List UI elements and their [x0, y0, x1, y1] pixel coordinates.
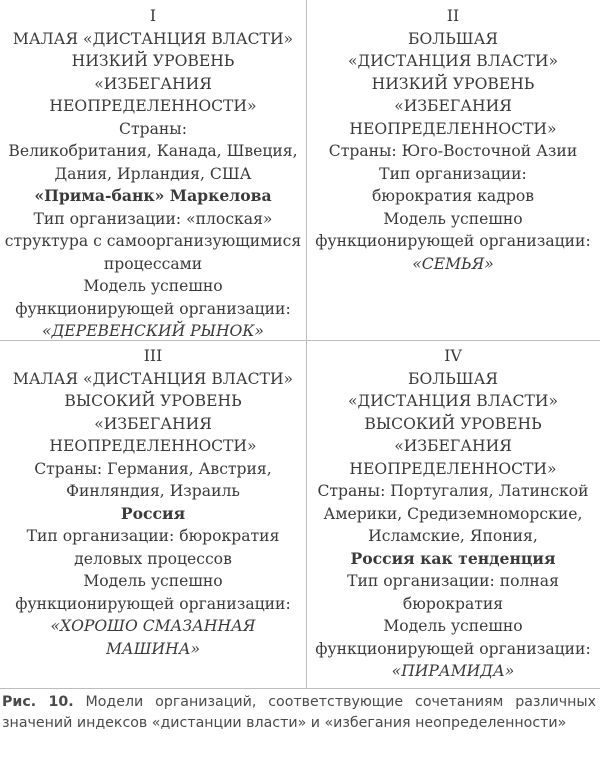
quadrant-text-line: Дания, Ирландия, США	[54, 164, 252, 183]
quadrant-text-line: «ХОРОШО СМАЗАННАЯ	[50, 617, 256, 635]
quadrant-text-line: Россия	[120, 503, 186, 523]
figure-label: Рис. 10.	[2, 694, 74, 710]
quadrant-text-line: функционирующей организации:	[315, 232, 591, 250]
quadrant-text-line: Тип организации: полная	[347, 572, 559, 590]
quadrant-number: IV	[444, 347, 462, 365]
table-bottom-border	[0, 688, 600, 689]
quadrant-text-line: Модель успешно	[383, 209, 523, 228]
quadrant-text-line: Великобритания, Канада, Швеция,	[8, 142, 298, 160]
quadrant-text-line: НЕОПРЕДЕЛЕННОСТИ»	[349, 119, 557, 138]
quadrant-text-line: «ИЗБЕГАНИЯ	[394, 97, 512, 115]
quadrant-number: II	[446, 7, 460, 25]
quadrant-text-line: Финляндия, Израиль	[66, 482, 240, 500]
quadrant-text-line: бюрократия	[402, 594, 504, 613]
quadrant-text-line: НЕОПРЕДЕЛЕННОСТИ»	[49, 97, 257, 115]
quadrant-text-line: функционирующей организации:	[15, 299, 291, 318]
quadrant-text-line: «ДИСТАНЦИЯ ВЛАСТИ»	[347, 392, 559, 410]
figure-caption	[2, 692, 596, 734]
quadrant-text-line: НЕОПРЕДЕЛЕННОСТИ»	[49, 437, 257, 455]
quadrant-text-line: Исламские, Япония,	[368, 527, 538, 545]
quadrant-text-line: Модель успешно	[383, 617, 523, 635]
quadrant-text-line: Страны:	[119, 119, 187, 138]
quadrant-text-line: функционирующей организации:	[15, 594, 291, 613]
quadrant-text-line: МАЛАЯ «ДИСТАНЦИЯ ВЛАСТИ»	[12, 29, 294, 48]
quadrant-text-line: Страны: Португалия, Латинской	[317, 482, 589, 500]
quadrant-text-line: НЕОПРЕДЕЛЕННОСТИ»	[349, 459, 557, 478]
quadrant-text-line: «ПИРАМИДА»	[391, 662, 515, 680]
quadrant-4	[306, 345, 600, 683]
quadrant-text-line: Модель успешно	[83, 572, 223, 590]
quadrant-text-line: бюрократия кадров	[372, 187, 534, 205]
quadrant-text-line: Америки, Средиземноморские,	[323, 504, 583, 523]
quadrant-text-line: функционирующей организации:	[315, 639, 591, 658]
quadrant-text-line: «ИЗБЕГАНИЯ	[94, 414, 212, 433]
vertical-divider	[306, 0, 307, 688]
quadrant-text-line: МАЛАЯ «ДИСТАНЦИЯ ВЛАСТИ»	[12, 369, 294, 388]
quadrant-text-line: Модель успешно	[83, 277, 223, 295]
quadrant-text-line: «СЕМЬЯ»	[412, 254, 494, 273]
quadrant-text-line: Россия как тенденция	[350, 548, 556, 568]
quadrant-text-line: Тип организации:	[379, 164, 527, 183]
quadrant-text-line: «ИЗБЕГАНИЯ	[394, 437, 512, 455]
quadrant-text-line: Тип организации: «плоская»	[33, 209, 273, 228]
quadrant-text-line: ВЫСОКИЙ УРОВЕНЬ	[364, 414, 542, 433]
quadrant-text-line: «ИЗБЕГАНИЯ	[94, 74, 212, 93]
quadrant-text-line: «Прима-банк» Маркелова	[34, 186, 272, 205]
quadrant-text-line: Страны: Юго-Восточной Азии	[328, 142, 578, 160]
quadrant-text-line: БОЛЬШАЯ	[408, 369, 498, 388]
quadrant-2	[306, 5, 600, 275]
quadrant-text-line: процессами	[103, 254, 203, 273]
quadrant-text-line: НИЗКИЙ УРОВЕНЬ	[371, 74, 535, 93]
quadrant-text-line: Тип организации: бюрократия	[26, 527, 280, 545]
quadrant-1	[0, 5, 306, 343]
quadrant-text-line: БОЛЬШАЯ	[408, 29, 498, 48]
quadrant-text-line: Страны: Германия, Австрия,	[34, 459, 272, 478]
quadrant-number: I	[149, 7, 157, 25]
quadrant-text-line: деловых процессов	[74, 549, 232, 568]
quadrant-3	[0, 345, 306, 660]
quadrant-text-line: структура с самоорганизующимися	[4, 232, 302, 250]
quadrant-text-line: «ДЕРЕВЕНСКИЙ РЫНОК»	[42, 322, 264, 340]
quadrant-text-line: ВЫСОКИЙ УРОВЕНЬ	[64, 392, 242, 410]
quadrant-text-line: «ДИСТАНЦИЯ ВЛАСТИ»	[347, 52, 559, 70]
figure-caption-text: Модели организаций, соответствующие сочетаниям различных значений индексов «дистанции власти» и «избегания неопределенности»	[2, 694, 596, 731]
horizontal-divider	[0, 340, 600, 341]
quadrant-text-line: НИЗКИЙ УРОВЕНЬ	[71, 52, 235, 70]
quadrant-text-line: МАШИНА»	[105, 639, 201, 658]
quadrant-number: III	[143, 347, 163, 365]
